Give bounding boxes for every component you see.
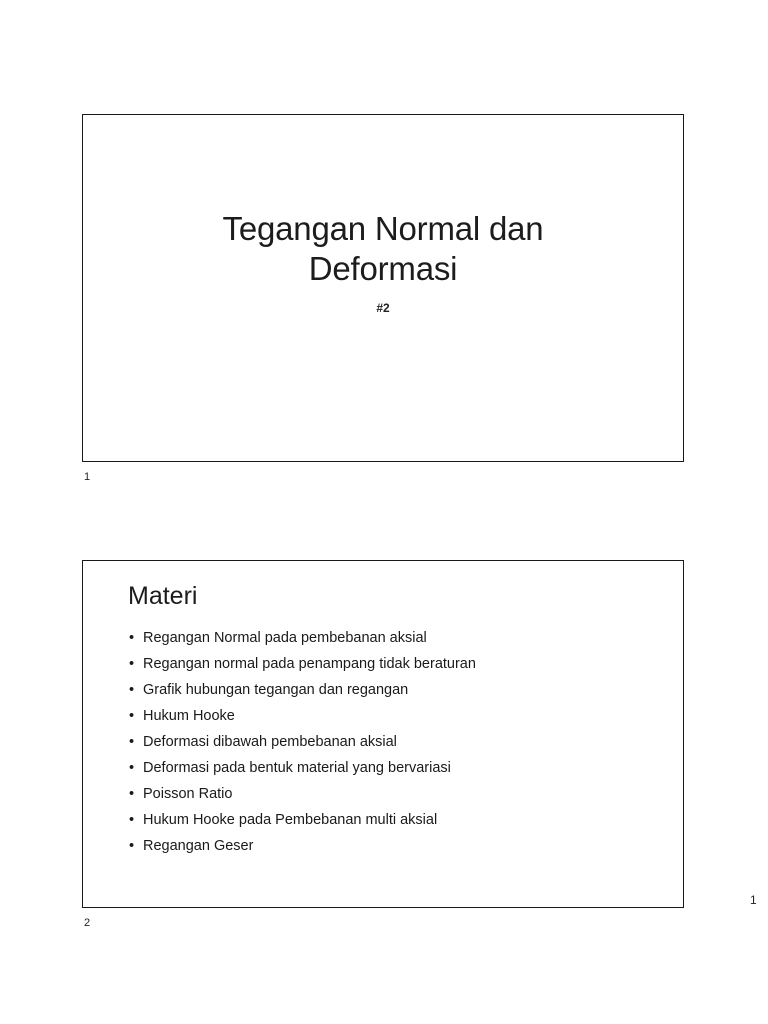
bullet-symbol: •	[129, 812, 135, 828]
bullet-text: Deformasi dibawah pembebanan aksial	[143, 734, 397, 750]
bullet-text: Regangan Geser	[143, 838, 254, 854]
bullet-item	[128, 651, 476, 677]
bullet-item	[128, 729, 476, 755]
bullet-item	[128, 807, 476, 833]
bullet-text: Poisson Ratio	[143, 786, 233, 802]
bullet-symbol: •	[129, 656, 135, 672]
bullet-symbol: •	[129, 630, 135, 646]
bullet-symbol: •	[129, 708, 135, 724]
bullet-item	[128, 781, 476, 807]
bullet-symbol: •	[129, 786, 135, 802]
bullet-item	[128, 833, 476, 859]
bullet-symbol: •	[129, 760, 135, 776]
bullet-symbol: •	[129, 734, 135, 750]
bullet-text: Hukum Hooke pada Pembebanan multi aksial	[143, 812, 438, 828]
bullet-item	[128, 755, 476, 781]
slide-title-heading	[83, 209, 683, 289]
bullet-item	[128, 625, 476, 651]
bullet-list	[128, 625, 476, 859]
slide-title-line-2: Deformasi	[308, 250, 458, 287]
slide-number-1: 1	[84, 471, 91, 483]
bullet-text: Regangan normal pada penampang tidak beraturan	[143, 656, 476, 672]
bullet-text: Hukum Hooke	[143, 708, 235, 724]
slide-number-2: 2	[84, 917, 91, 929]
bullet-item	[128, 677, 476, 703]
bullet-text: Regangan Normal pada pembebanan aksial	[143, 630, 427, 646]
bullet-symbol: •	[129, 838, 135, 854]
slide-heading: Materi	[128, 582, 198, 610]
slide-title-line-1: Tegangan Normal dan	[222, 210, 544, 247]
bullet-text: Deformasi pada bentuk material yang bervariasi	[143, 760, 451, 776]
bullet-text: Grafik hubungan tegangan dan regangan	[143, 682, 409, 698]
slide-materi	[82, 560, 684, 908]
bullet-symbol: •	[129, 682, 135, 698]
bullet-item	[128, 703, 476, 729]
slide-subtitle: #2	[376, 301, 390, 315]
slide-title	[82, 114, 684, 462]
page-number: 1	[750, 893, 757, 907]
